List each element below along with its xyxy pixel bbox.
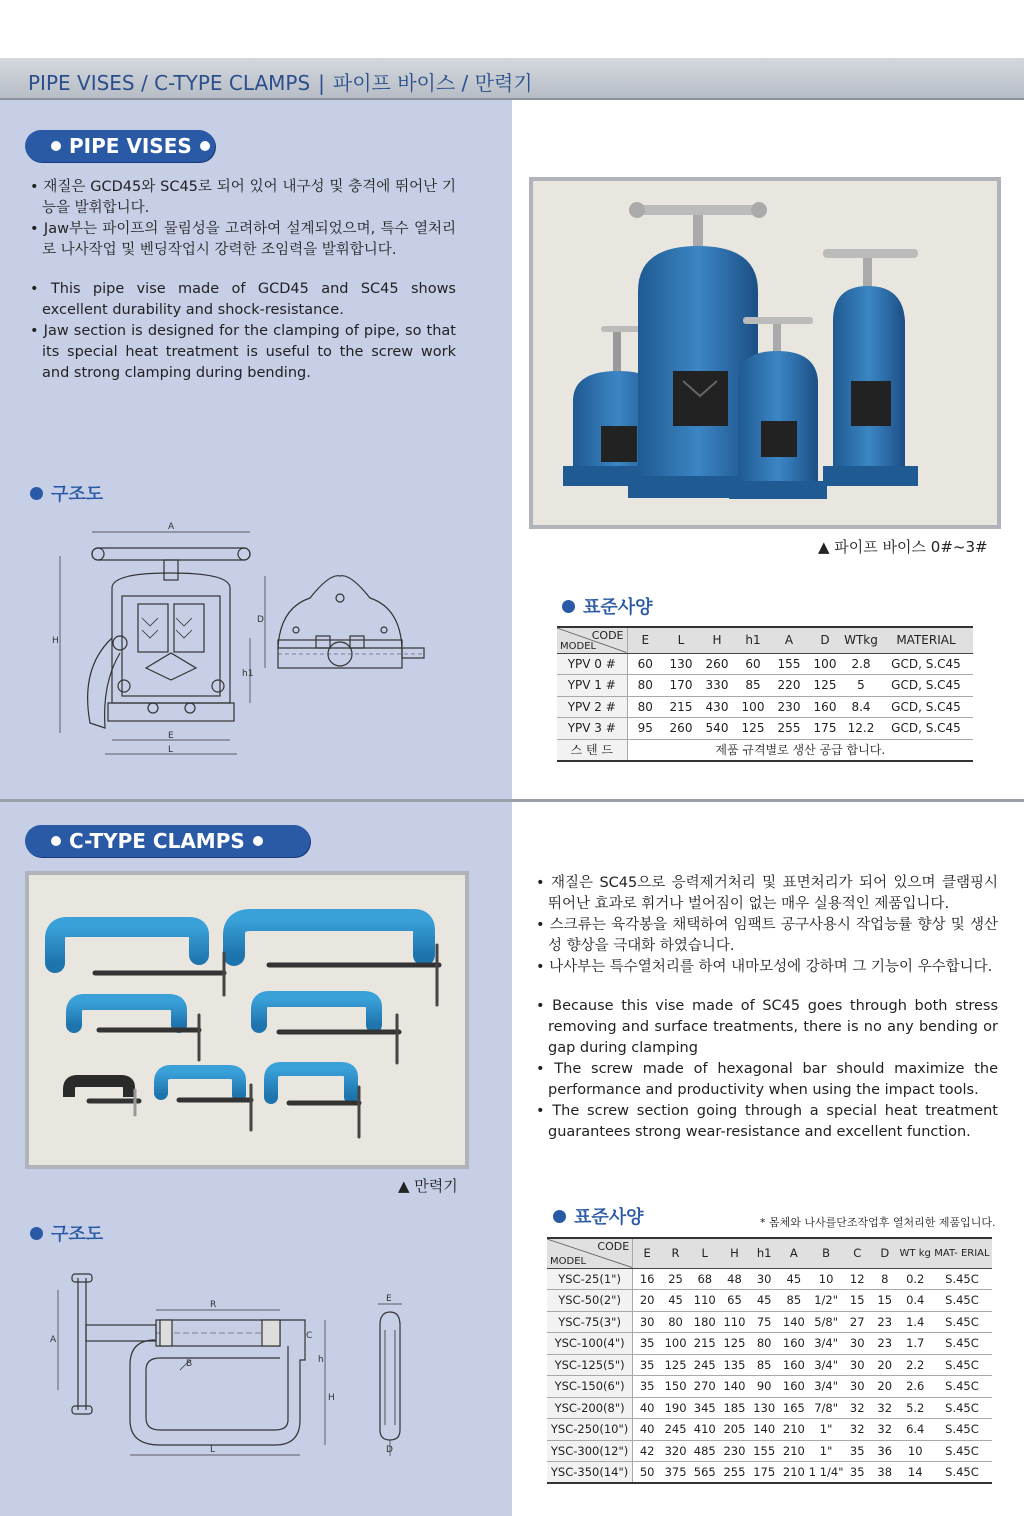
table-cell: 175: [807, 718, 843, 740]
bullet-en-1: • Because this vise made of SC45 goes through both stress removing and surface treatments, there is no any bending or gap during clamping: [536, 998, 998, 1056]
table-cell: S.45C: [932, 1333, 992, 1355]
pill-dot-icon: [51, 141, 61, 151]
c-clamps-structure-heading: 구조도: [30, 1220, 103, 1246]
pill-label: PIPE VISES: [69, 134, 192, 158]
column-header: B: [809, 1238, 844, 1268]
bullet-dot-icon: [30, 1227, 43, 1240]
c-clamps-table-body: [547, 1268, 992, 1483]
table-cell: 30: [749, 1268, 779, 1290]
table-cell: 0.2: [899, 1268, 932, 1290]
table-cell: 245: [690, 1354, 720, 1376]
dim-label-h: H: [52, 636, 59, 646]
table-cell: 10: [899, 1440, 932, 1462]
table-cell: 565: [690, 1462, 720, 1484]
table-cell: 38: [871, 1462, 899, 1484]
table-cell: 245: [661, 1419, 690, 1441]
dim-label-a: A: [50, 1335, 57, 1345]
table-cell: 32: [844, 1419, 872, 1441]
table-cell: 60: [627, 653, 663, 675]
table-cell: 1.4: [899, 1311, 932, 1333]
table-cell: 36: [871, 1440, 899, 1462]
table-cell: 68: [690, 1268, 720, 1290]
table-cell: 6.4: [899, 1419, 932, 1441]
table-row: [547, 1354, 992, 1376]
table-row: [557, 696, 973, 718]
dim-label-h1: h1: [242, 669, 254, 679]
pill-dot-icon: [200, 141, 210, 151]
table-cell-model: YPV 2 #: [557, 696, 627, 718]
table-cell: 14: [899, 1462, 932, 1484]
table-cell: 215: [663, 696, 699, 718]
table-cell: 60: [735, 653, 771, 675]
table-cell: 35: [633, 1354, 661, 1376]
table-cell: 80: [661, 1311, 690, 1333]
page-title: [28, 67, 533, 96]
table-cell: 210: [779, 1419, 809, 1441]
table-cell: 80: [627, 696, 663, 718]
table-cell: 135: [720, 1354, 750, 1376]
table-cell: 7/8": [809, 1397, 844, 1419]
bullet-en-2: • Jaw section is designed for the clamping of pipe, so that its special heat treatment is useful to the screw work and strong clamping during bending.: [30, 323, 456, 381]
table-cell: 160: [807, 696, 843, 718]
column-header: h1: [735, 627, 771, 653]
table-cell: GCD, S.C45: [879, 696, 973, 718]
table-row: [547, 1376, 992, 1398]
table-cell-model: YSC-150(6"): [547, 1376, 633, 1398]
table-header-row: [547, 1238, 992, 1268]
bullet-dot-icon: [30, 487, 43, 500]
table-cell: 35: [633, 1376, 661, 1398]
title-separator: |: [318, 71, 325, 95]
table-cell: 205: [720, 1419, 750, 1441]
dim-label-a: A: [168, 522, 175, 532]
table-cell: 155: [749, 1440, 779, 1462]
table-cell: 255: [720, 1462, 750, 1484]
pipe-vise-diagram: [50, 518, 440, 763]
table-cell: 125: [661, 1354, 690, 1376]
dim-label-e: E: [168, 731, 174, 741]
code-model-header: CODE MODEL: [547, 1238, 633, 1268]
table-cell: 170: [663, 675, 699, 697]
table-cell: 16: [633, 1268, 661, 1290]
table-cell-model: YSC-75(3"): [547, 1311, 633, 1333]
table-cell: 2.2: [899, 1354, 932, 1376]
table-cell: 10: [809, 1268, 844, 1290]
table-row: [547, 1462, 992, 1484]
pill-dot-icon: [253, 836, 263, 846]
table-cell: 30: [633, 1311, 661, 1333]
table-cell: 85: [779, 1290, 809, 1312]
column-header: MATERIAL: [879, 627, 973, 653]
column-header: L: [690, 1238, 720, 1268]
c-clamps-caption: ▲ 만력기: [398, 1177, 458, 1195]
pill-label: C-TYPE CLAMPS: [69, 829, 245, 853]
bullet-kr-3: • 나사부는 특수열처리를 하여 내마모성에 강하며 그 기능이 우수합니다.: [536, 959, 993, 975]
table-cell: S.45C: [932, 1290, 992, 1312]
pipe-vises-caption: ▲ 파이프 바이스 0#~3#: [818, 538, 988, 556]
table-cell-model: YPV 3 #: [557, 718, 627, 740]
bullet-kr-2: • Jaw부는 파이프의 물림성을 고려하여 설계되었으며, 특수 열처리로 나사작업 및 벤딩작업시 강력한 조임력을 발휘합니다.: [30, 221, 456, 258]
table-cell: 15: [844, 1290, 872, 1312]
title-en: PIPE VISES / C-TYPE CLAMPS: [28, 71, 311, 95]
table-cell: 2.8: [843, 653, 879, 675]
table-cell: 3/4": [809, 1333, 844, 1355]
table-cell: 130: [749, 1397, 779, 1419]
table-cell: 140: [720, 1376, 750, 1398]
table-cell: 100: [807, 653, 843, 675]
table-cell-model: YPV 1 #: [557, 675, 627, 697]
table-cell: 25: [661, 1268, 690, 1290]
table-cell: 12.2: [843, 718, 879, 740]
table-cell: 32: [871, 1397, 899, 1419]
table-cell: 345: [690, 1397, 720, 1419]
table-cell: 1.7: [899, 1333, 932, 1355]
table-cell: 85: [735, 675, 771, 697]
pipe-vises-table-body: [557, 653, 973, 739]
bullet-dot-icon: [553, 1210, 566, 1223]
table-cell-model: YSC-25(1"): [547, 1268, 633, 1290]
table-cell: 40: [633, 1419, 661, 1441]
table-cell-model: YSC-300(12"): [547, 1440, 633, 1462]
column-header: WT kg: [899, 1238, 932, 1268]
table-cell: GCD, S.C45: [879, 718, 973, 740]
table-cell-note: 제품 규격별로 생산 공급 합니다.: [627, 739, 973, 761]
table-cell: 180: [690, 1311, 720, 1333]
pipe-vises-illustration: [533, 181, 997, 525]
pipe-vises-description: [30, 177, 456, 384]
bullet-kr-1: • 재질은 GCD45와 SC45로 되어 있어 내구성 및 충격에 뛰어난 기능을 발휘합니다.: [30, 179, 456, 216]
table-cell: 220: [771, 675, 807, 697]
table-cell: 255: [771, 718, 807, 740]
c-clamps-illustration: [29, 875, 465, 1165]
table-cell-model: YSC-350(14"): [547, 1462, 633, 1484]
table-cell: 320: [661, 1440, 690, 1462]
bullet-kr-1: • 재질은 SC45으로 응력제거처리 및 표면처리가 되어 있으며 클램핑시 뛰어난 효과로 휘거나 벌어짐이 없는 매우 실용적인 제품입니다.: [536, 875, 998, 912]
dim-label-l: L: [168, 745, 174, 755]
table-row: [547, 1268, 992, 1290]
table-cell: 3/4": [809, 1376, 844, 1398]
bullet-en-3: • The screw section going through a special heat treatment guarantees strong wear-resistance and excellent function.: [536, 1103, 998, 1140]
table-cell: 1": [809, 1440, 844, 1462]
table-cell: S.45C: [932, 1311, 992, 1333]
table-cell: 80: [627, 675, 663, 697]
table-cell: 15: [871, 1290, 899, 1312]
table-cell: 155: [771, 653, 807, 675]
table-cell: S.45C: [932, 1376, 992, 1398]
table-cell: 160: [779, 1333, 809, 1355]
table-cell: S.45C: [932, 1419, 992, 1441]
table-header-row: [557, 627, 973, 653]
code-model-header: CODE MODEL: [557, 627, 627, 653]
column-header: A: [771, 627, 807, 653]
table-cell: S.45C: [932, 1462, 992, 1484]
table-cell-model: YSC-100(4"): [547, 1333, 633, 1355]
table-cell: 375: [661, 1462, 690, 1484]
table-cell: 150: [661, 1376, 690, 1398]
c-clamps-photo: [25, 871, 469, 1169]
column-header: D: [807, 627, 843, 653]
table-cell: 430: [699, 696, 735, 718]
table-cell: GCD, S.C45: [879, 653, 973, 675]
pill-dot-icon: [51, 836, 61, 846]
table-cell-model: YSC-50(2"): [547, 1290, 633, 1312]
table-cell: 130: [663, 653, 699, 675]
table-cell: GCD, S.C45: [879, 675, 973, 697]
table-cell: 32: [871, 1419, 899, 1441]
table-cell: 2.6: [899, 1376, 932, 1398]
table-cell: 8.4: [843, 696, 879, 718]
column-header: R: [661, 1238, 690, 1268]
table-cell: S.45C: [932, 1397, 992, 1419]
table-cell: 140: [779, 1311, 809, 1333]
table-cell: 20: [871, 1376, 899, 1398]
table-cell: 20: [871, 1354, 899, 1376]
table-cell: 20: [633, 1290, 661, 1312]
table-cell: 65: [720, 1290, 750, 1312]
dim-label-b: B: [186, 1359, 193, 1369]
dim-label-h-small: h: [318, 1355, 324, 1365]
table-cell: 30: [844, 1333, 872, 1355]
table-cell: 1 1/4": [809, 1462, 844, 1484]
table-cell: 140: [749, 1419, 779, 1441]
table-cell: 0.4: [899, 1290, 932, 1312]
table-cell: 190: [661, 1397, 690, 1419]
table-cell: 12: [844, 1268, 872, 1290]
column-header: H: [720, 1238, 750, 1268]
table-cell: 110: [690, 1290, 720, 1312]
table-cell-model: 스 텐 드: [557, 739, 627, 761]
table-cell: 210: [779, 1462, 809, 1484]
table-cell: S.45C: [932, 1440, 992, 1462]
table-cell: 30: [844, 1354, 872, 1376]
table-cell-model: YSC-250(10"): [547, 1419, 633, 1441]
table-cell: 45: [749, 1290, 779, 1312]
table-cell: 230: [720, 1440, 750, 1462]
table-cell: 85: [749, 1354, 779, 1376]
table-cell: 35: [633, 1333, 661, 1355]
table-cell-model: YPV 0 #: [557, 653, 627, 675]
table-cell: 485: [690, 1440, 720, 1462]
table-cell: 260: [699, 653, 735, 675]
table-cell-model: YSC-125(5"): [547, 1354, 633, 1376]
table-cell: 540: [699, 718, 735, 740]
table-row: [547, 1419, 992, 1441]
table-cell: 210: [779, 1440, 809, 1462]
table-cell-model: YSC-200(8"): [547, 1397, 633, 1419]
column-header: C: [844, 1238, 872, 1268]
table-cell: 5/8": [809, 1311, 844, 1333]
table-cell: 3/4": [809, 1354, 844, 1376]
column-header: A: [779, 1238, 809, 1268]
table-cell: 35: [844, 1462, 872, 1484]
table-cell: 30: [844, 1376, 872, 1398]
table-cell: 45: [661, 1290, 690, 1312]
c-clamps-spec-note: * 몸체와 나사를단조작업후 열처리한 제품입니다.: [760, 1216, 996, 1229]
pipe-vises-spec-heading: 표준사양: [562, 593, 653, 619]
table-row: [557, 718, 973, 740]
table-cell: 125: [735, 718, 771, 740]
table-cell: 100: [661, 1333, 690, 1355]
column-header: D: [871, 1238, 899, 1268]
bullet-kr-2: • 스크류는 육각봉을 채택하여 임팩트 공구사용시 작업능률 향상 및 생산성 향상을 극대화 하였습니다.: [536, 917, 998, 954]
dim-label-e: E: [386, 1294, 392, 1304]
bullet-en-1: • This pipe vise made of GCD45 and SC45 shows excellent durability and shock-resistance.: [30, 281, 456, 318]
table-cell: 270: [690, 1376, 720, 1398]
table-cell: 160: [779, 1354, 809, 1376]
table-cell: 165: [779, 1397, 809, 1419]
table-cell: 90: [749, 1376, 779, 1398]
pipe-vises-spec-table: [557, 626, 973, 762]
table-row-stand: [557, 739, 973, 761]
table-cell: 35: [844, 1440, 872, 1462]
c-clamps-description: [536, 873, 998, 1143]
pipe-vises-structure-heading: 구조도: [30, 480, 103, 506]
dim-label-r: R: [210, 1300, 217, 1310]
table-cell: 50: [633, 1462, 661, 1484]
table-cell: 410: [690, 1419, 720, 1441]
title-kr: 파이프 바이스 / 만력기: [332, 71, 533, 95]
dim-label-h-big: H: [328, 1393, 335, 1403]
pipe-vises-pill: [25, 130, 215, 162]
table-row: [557, 675, 973, 697]
table-row: [547, 1440, 992, 1462]
table-row: [547, 1397, 992, 1419]
dim-label-d: D: [257, 615, 264, 625]
column-header: E: [633, 1238, 661, 1268]
table-cell: 125: [807, 675, 843, 697]
table-cell: 80: [749, 1333, 779, 1355]
header-band: [0, 58, 1024, 100]
dim-label-l: L: [210, 1445, 216, 1455]
table-cell: 27: [844, 1311, 872, 1333]
table-cell: 5.2: [899, 1397, 932, 1419]
table-cell: 175: [749, 1462, 779, 1484]
table-cell: S.45C: [932, 1268, 992, 1290]
table-cell: 48: [720, 1268, 750, 1290]
table-cell: 5: [843, 675, 879, 697]
table-row: [557, 653, 973, 675]
dim-label-d: D: [386, 1445, 393, 1455]
column-header: E: [627, 627, 663, 653]
table-cell: 260: [663, 718, 699, 740]
table-cell: 330: [699, 675, 735, 697]
table-cell: 1/2": [809, 1290, 844, 1312]
c-clamps-spec-heading: 표준사양: [553, 1203, 644, 1229]
table-cell: 110: [720, 1311, 750, 1333]
column-header: H: [699, 627, 735, 653]
table-cell: 230: [771, 696, 807, 718]
c-clamps-pill: [25, 825, 310, 857]
c-clamp-diagram: [50, 1270, 440, 1465]
table-row: [547, 1290, 992, 1312]
table-cell: 40: [633, 1397, 661, 1419]
column-header: h1: [749, 1238, 779, 1268]
dim-label-c: C: [306, 1331, 313, 1341]
pipe-vises-photo: [529, 177, 1001, 529]
table-cell: 185: [720, 1397, 750, 1419]
table-row: [547, 1333, 992, 1355]
table-cell: 8: [871, 1268, 899, 1290]
table-cell: 160: [779, 1376, 809, 1398]
c-clamps-spec-table: [547, 1237, 992, 1484]
table-cell: 215: [690, 1333, 720, 1355]
column-header: L: [663, 627, 699, 653]
bullet-dot-icon: [562, 600, 575, 613]
table-row: [547, 1311, 992, 1333]
table-cell: 95: [627, 718, 663, 740]
table-cell: 32: [844, 1397, 872, 1419]
table-cell: S.45C: [932, 1354, 992, 1376]
table-cell: 75: [749, 1311, 779, 1333]
table-cell: 1": [809, 1419, 844, 1441]
table-cell: 23: [871, 1311, 899, 1333]
table-cell: 45: [779, 1268, 809, 1290]
table-cell: 125: [720, 1333, 750, 1355]
table-cell: 100: [735, 696, 771, 718]
table-cell: 42: [633, 1440, 661, 1462]
bullet-en-2: • The screw made of hexagonal bar should maximize the performance and productivity when using the impact tools.: [536, 1061, 998, 1098]
column-header: MAT- ERIAL: [932, 1238, 992, 1268]
column-header: WTkg: [843, 627, 879, 653]
table-cell: 23: [871, 1333, 899, 1355]
